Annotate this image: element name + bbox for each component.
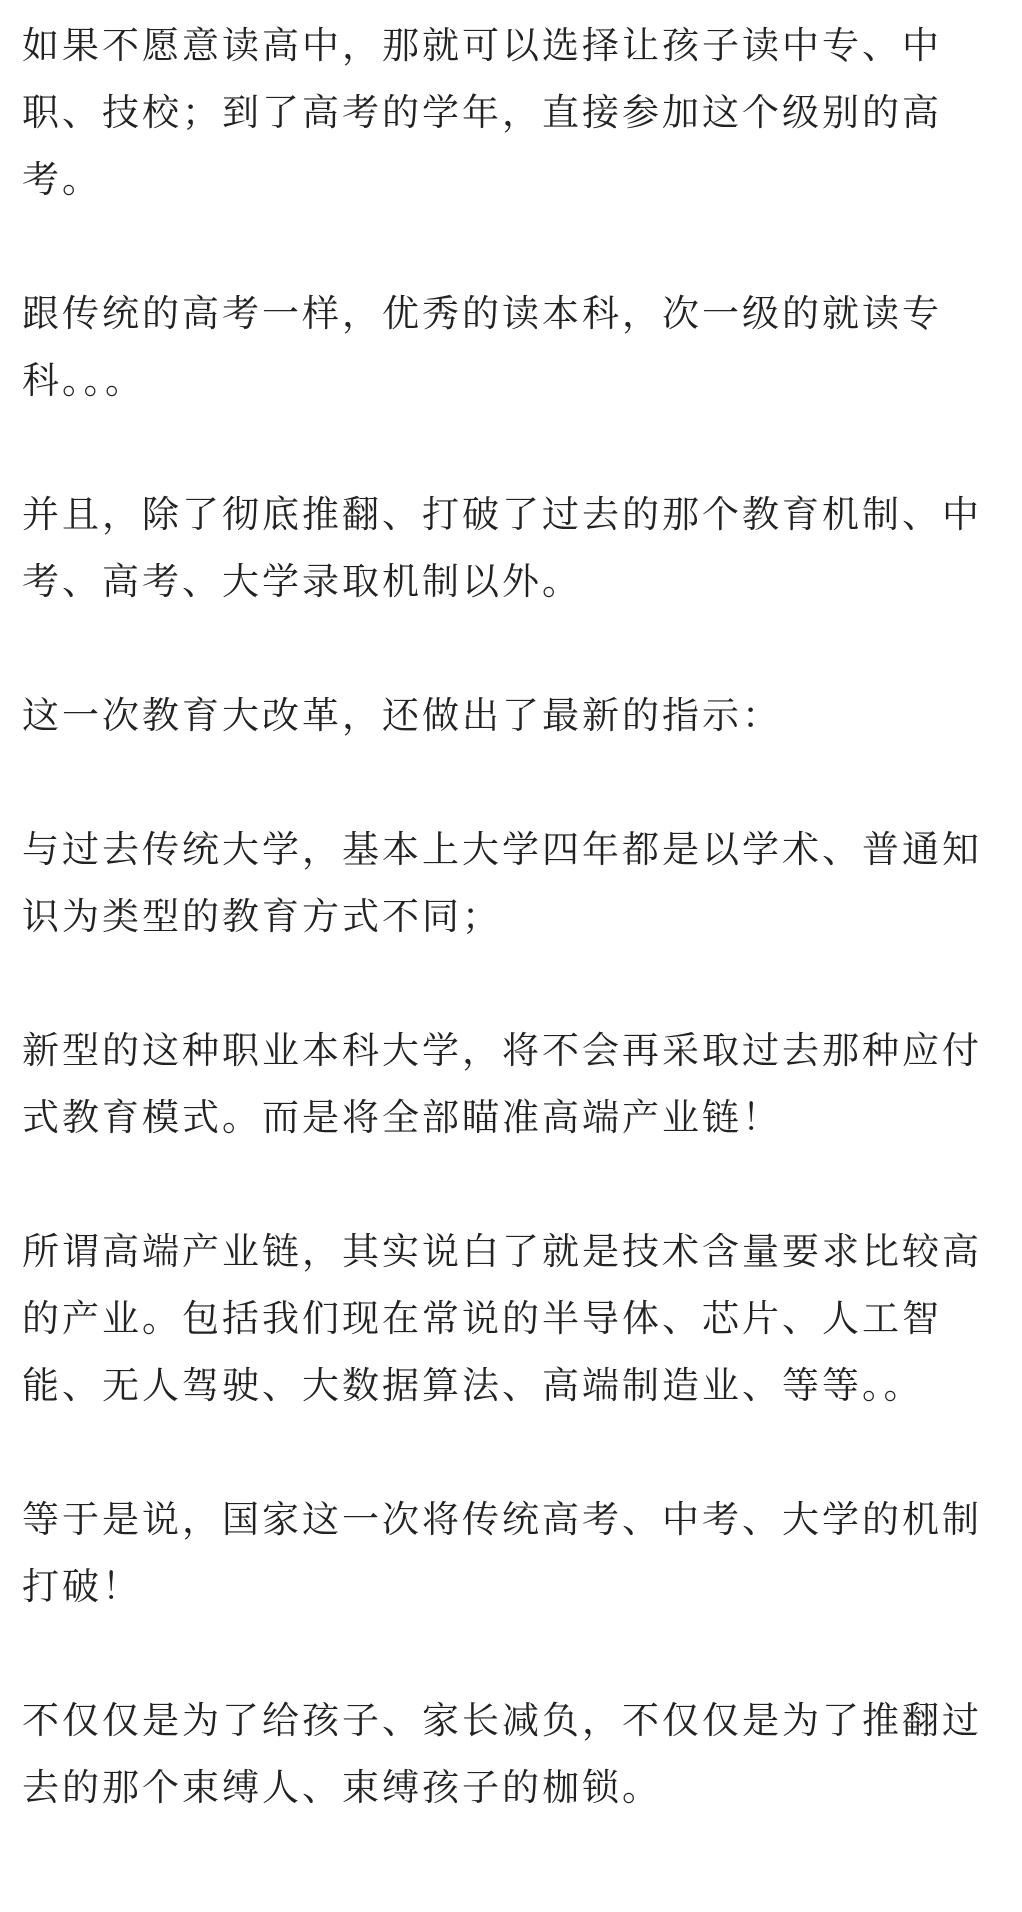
paragraph-2: 跟传统的高考一样，优秀的读本科，次一级的就读专科。。。 <box>22 292 942 402</box>
paragraph-9: 不仅仅是为了给孩子、家长减负，不仅仅是为了推翻过去的那个束缚人、束缚孩子的枷锁。 <box>22 1699 982 1809</box>
paragraph-8: 等于是说，国家这一次将传统高考、中考、大学的机制打破！ <box>22 1498 982 1608</box>
paragraph-4: 这一次教育大改革，还做出了最新的指示： <box>22 694 782 737</box>
paragraph-5: 与过去传统大学，基本上大学四年都是以学术、普通知识为类型的教育方式不同； <box>22 828 982 938</box>
paragraph-3: 并且，除了彻底推翻、打破了过去的那个教育机制、中考、高考、大学录取机制以外。 <box>22 493 982 603</box>
article-body <box>22 12 1004 1821</box>
paragraph-6: 新型的这种职业本科大学，将不会再采取过去那种应付式教育模式。而是将全部瞄准高端产业链！ <box>22 1029 982 1139</box>
paragraph-1: 如果不愿意读高中，那就可以选择让孩子读中专、中职、技校；到了高考的学年，直接参加这个级别的高考。 <box>22 24 942 201</box>
paragraph-7: 所谓高端产业链，其实说白了就是技术含量要求比较高的产业。包括我们现在常说的半导体、芯片、人工智能、无人驾驶、大数据算法、高端制造业、等等。。 <box>22 1230 982 1407</box>
